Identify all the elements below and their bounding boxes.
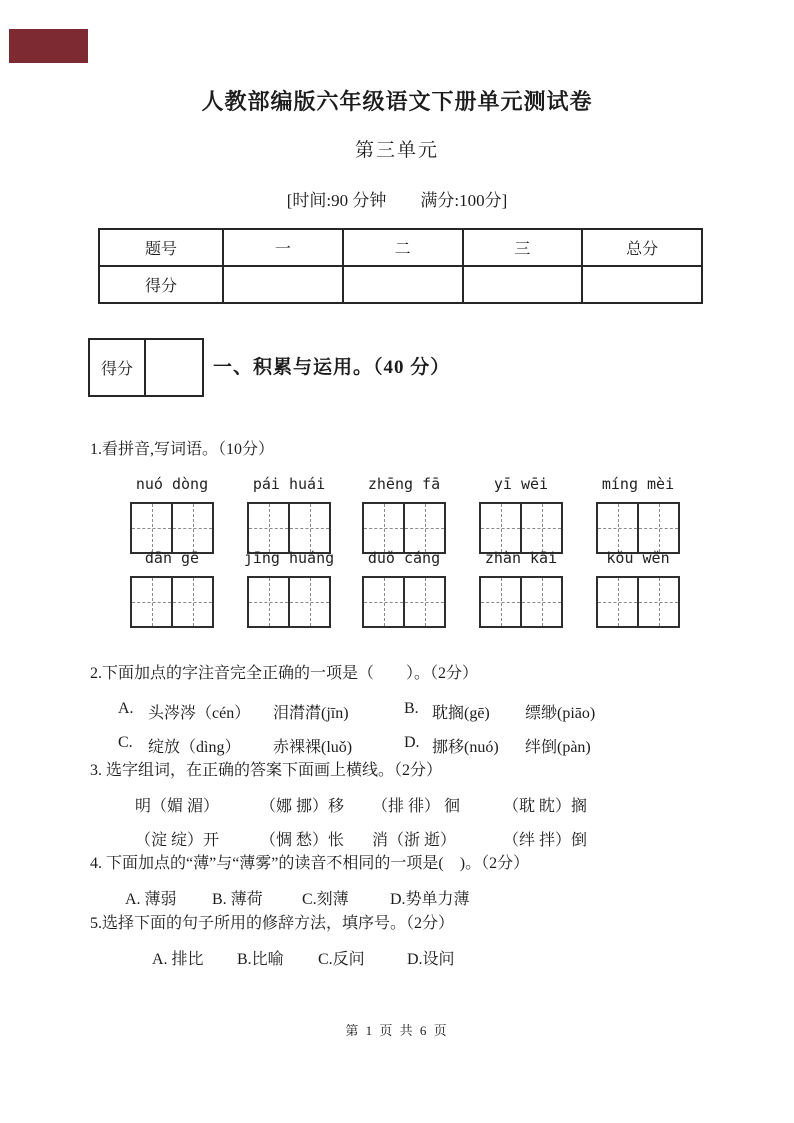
option-item: B. 薄荷 (212, 891, 263, 908)
question-2-option-row (0, 734, 794, 754)
option-item: 耽搁(gē) (432, 705, 490, 722)
pinyin-label: zhàn kāi (484, 549, 558, 567)
pinyin-label: duǒ cáng (367, 549, 441, 567)
grid-cell (288, 578, 329, 626)
grid-cell (598, 504, 637, 552)
writing-grid (479, 576, 563, 628)
score-table (98, 228, 703, 304)
grid-cell (520, 504, 561, 552)
grid-cell (132, 504, 171, 552)
grid-cell (364, 504, 403, 552)
grid-cell (403, 578, 444, 626)
writing-grid (362, 502, 446, 554)
option-label: C. (118, 734, 133, 751)
pinyin-label: nuó dòng (135, 475, 209, 493)
question-4-option-row (0, 886, 794, 906)
grid-cell (171, 504, 212, 552)
score-table-header-cell: 一 (223, 229, 343, 266)
score-table-header-cell: 三 (463, 229, 583, 266)
question-1-text: 1.看拼音,写词语。（10分） (90, 441, 275, 458)
grid-cell (481, 504, 520, 552)
grid-cell (364, 578, 403, 626)
score-value-cell (223, 266, 343, 303)
pinyin-label: kǒu wěn (606, 549, 670, 567)
paper-title: 人教部编版六年级语文下册单元测试卷 (201, 89, 593, 114)
pinyin-label: pái huái (252, 475, 326, 493)
grid-cell (637, 504, 678, 552)
option-item: 绽放（dìng） (148, 739, 241, 756)
writing-grid (596, 502, 680, 554)
option-item: D.设问 (407, 951, 455, 968)
option-item: B.比喻 (237, 951, 284, 968)
option-label: B. (404, 700, 419, 717)
option-item: D.势单力薄 (390, 891, 470, 908)
grid-cell (249, 578, 288, 626)
option-item: 挪移(nuó) (432, 739, 499, 756)
option-item: C.刻薄 (302, 891, 349, 908)
page-footer: 第 1 页 共 6 页 (345, 1023, 449, 1038)
choice-item: （淀 绽）开 (135, 832, 220, 849)
option-item: A. 薄弱 (125, 891, 177, 908)
corner-stamp (9, 29, 88, 63)
question-5-text: 5.选择下面的句子所用的修辞方法，填序号。（2分） (90, 915, 455, 932)
question-3-choice-row (0, 827, 794, 847)
option-item: A. 排比 (152, 951, 204, 968)
score-value-cell (343, 266, 463, 303)
score-row-label: 得分 (99, 266, 223, 303)
choice-item: （惆 愁）怅 (260, 832, 345, 849)
option-label: D. (404, 734, 420, 751)
pinyin-label: zhēng fā (367, 475, 441, 493)
option-item: 缥缈(piāo) (525, 705, 596, 722)
exam-meta: [时间:90 分钟 满分:100分] (286, 191, 508, 210)
score-table-header-row (99, 229, 702, 266)
writing-grid (362, 576, 446, 628)
question-3-text: 3. 选字组词，在正确的答案下面画上横线。（2分） (90, 762, 443, 779)
score-table-header-cell: 二 (343, 229, 463, 266)
writing-grid (479, 502, 563, 554)
choice-item: （排 徘） 徊 (372, 798, 461, 815)
option-item: 头涔涔（cén） (148, 705, 251, 722)
unit-title: 第三单元 (354, 140, 439, 161)
grid-cell (171, 578, 212, 626)
grid-cell (637, 578, 678, 626)
writing-grid (247, 502, 331, 554)
writing-grid (130, 502, 214, 554)
grid-cell (288, 504, 329, 552)
grid-cell (403, 504, 444, 552)
grid-cell (481, 578, 520, 626)
writing-grid (130, 576, 214, 628)
choice-item: （绊 拌）倒 (503, 832, 588, 849)
pinyin-label: míng mèi (601, 475, 675, 493)
section-score-box (88, 338, 204, 397)
writing-grid (596, 576, 680, 628)
pinyin-label: jīng huáng (243, 549, 335, 567)
question-4-text: 4. 下面加点的“薄”与“薄雾”的读音不相同的一项是( )。（2分） (90, 855, 530, 872)
question-2-option-row (0, 700, 794, 720)
choice-item: 明（媚 湄） (135, 798, 220, 815)
option-item: 泪潸潸(jīn) (273, 705, 349, 722)
option-item: C.反问 (318, 951, 365, 968)
pinyin-label: yī wēi (493, 475, 549, 493)
option-item: 赤裸裸(luǒ) (273, 739, 353, 756)
grid-cell (520, 578, 561, 626)
score-value-cell (582, 266, 702, 303)
score-box-label: 得分 (90, 340, 146, 395)
section-heading: 一、积累与运用。（40 分） (213, 357, 451, 378)
option-item: 绊倒(pàn) (525, 739, 591, 756)
option-label: A. (118, 700, 134, 717)
score-table-header-cell: 题号 (99, 229, 223, 266)
pinyin-label: dān gē (144, 549, 200, 567)
score-table-header-cell: 总分 (582, 229, 702, 266)
question-3-choice-row (0, 793, 794, 813)
writing-grid (247, 576, 331, 628)
question-2-text: 2.下面加点的字注音完全正确的一项是（ ）。（2分） (90, 665, 479, 682)
choice-item: 消（浙 逝） (372, 832, 457, 849)
score-value-cell (463, 266, 583, 303)
grid-cell (249, 504, 288, 552)
choice-item: （耽 眈）搁 (503, 798, 588, 815)
grid-cell (598, 578, 637, 626)
choice-item: （娜 挪）移 (260, 798, 345, 815)
question-5-option-row (0, 946, 794, 966)
grid-cell (132, 578, 171, 626)
score-table-score-row (99, 266, 702, 303)
score-box-value (146, 340, 202, 395)
